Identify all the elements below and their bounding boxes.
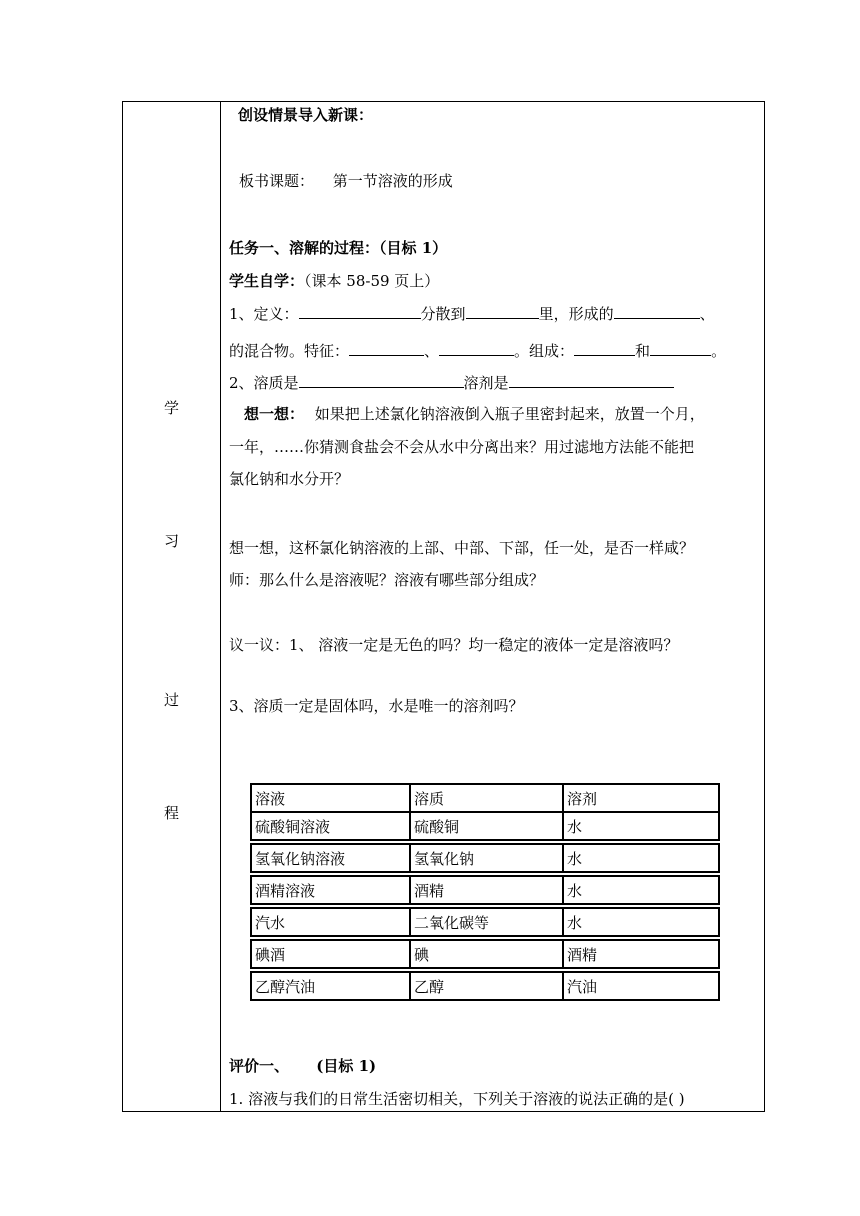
- def-end: 。: [711, 342, 727, 360]
- solute-solvent-line: [229, 373, 674, 393]
- think-line-2: 一年，……你猜测食盐会不会从水中分离出来？用过滤地方法能不能把: [229, 438, 695, 456]
- intro-heading: 创设情景导入新课：: [238, 106, 374, 124]
- solvent-label: 溶剂是: [463, 374, 509, 392]
- blank-feature-2[interactable]: [439, 341, 514, 356]
- blank-feature-1[interactable]: [349, 341, 424, 356]
- cell-solution: 乙醇汽油: [251, 972, 410, 1000]
- blank-solvent[interactable]: [509, 373, 674, 388]
- eval-target: (目标 1): [316, 1057, 377, 1075]
- def-formed: 里，形成的: [538, 305, 614, 323]
- think-line-3: 氯化钠和水分开？: [229, 470, 350, 488]
- cell-solvent: 汽油: [563, 972, 719, 1000]
- side-label-char-3: 过: [164, 691, 180, 709]
- cell-solvent: 水: [563, 908, 719, 936]
- definition-line-2: [229, 341, 726, 361]
- board-title-line: [239, 171, 453, 191]
- side-label-char-1: 学: [164, 399, 180, 417]
- cell-solvent: 酒精: [563, 940, 719, 968]
- cell-solution: 氢氧化钠溶液: [251, 844, 410, 872]
- cell-solvent: 水: [563, 812, 719, 840]
- eval-heading-line: [229, 1056, 376, 1076]
- def-label: 1、定义：: [229, 305, 299, 323]
- blank-property-1[interactable]: [614, 304, 700, 319]
- cell-solute: 乙醇: [410, 972, 563, 1000]
- solution-table: [250, 783, 720, 1001]
- eval-heading: 评价一、: [229, 1057, 290, 1075]
- discuss-line-3: 3、溶质一定是固体吗，水是唯一的溶剂吗？: [229, 697, 524, 715]
- cell-solvent: 水: [563, 876, 719, 904]
- definition-line-1: [229, 304, 715, 324]
- cell-solute: 酒精: [410, 876, 563, 904]
- table-row: [251, 876, 719, 904]
- self-study-line: [229, 271, 439, 291]
- table-header-row: [251, 784, 719, 812]
- table-row: [251, 844, 719, 872]
- think-text-1: 如果把上述氯化钠溶液倒入瓶子里密封起来，放置一个月，: [314, 405, 705, 423]
- self-study-label: 学生自学：: [229, 272, 305, 290]
- cell-solution: 酒精溶液: [251, 876, 410, 904]
- header-solute: 溶质: [410, 784, 563, 812]
- cell-solution: 硫酸铜溶液: [251, 812, 410, 840]
- cell-solute: 氢氧化钠: [410, 844, 563, 872]
- column-divider: [220, 101, 221, 1112]
- discuss-line-1: 议一议：1、 溶液一定是无色的吗？均一稳定的液体一定是溶液吗？: [229, 636, 679, 654]
- blank-medium[interactable]: [466, 304, 539, 319]
- side-label-char-2: 习: [164, 532, 180, 550]
- board-label: 板书课题：: [239, 172, 315, 190]
- def-feature-sep: 、: [424, 342, 440, 360]
- table-row: [251, 972, 719, 1000]
- cell-solution: 碘酒: [251, 940, 410, 968]
- def-dispersed-into: 分散到: [420, 305, 466, 323]
- header-solution: 溶液: [251, 784, 410, 812]
- def-mixture: 的混合物。特征：: [229, 342, 350, 360]
- solute-label: 2、溶质是: [229, 374, 299, 392]
- side-label-char-4: 程: [164, 804, 180, 822]
- cell-solvent: 水: [563, 844, 719, 872]
- cell-solute: 二氧化碳等: [410, 908, 563, 936]
- board-title: 第一节溶液的形成: [332, 172, 453, 190]
- blank-component-1[interactable]: [574, 341, 635, 356]
- def-comma: 、: [699, 305, 715, 323]
- header-solvent: 溶剂: [563, 784, 719, 812]
- teacher-question: 师：那么什么是溶液呢？溶液有哪些部分组成？: [229, 571, 545, 589]
- task1-heading: 任务一、溶解的过程：（目标 1）: [229, 239, 448, 257]
- blank-component-2[interactable]: [650, 341, 711, 356]
- eval-question-1: 1. 溶液与我们的日常生活密切相关，下列关于溶液的说法正确的是( ): [229, 1090, 685, 1108]
- think-line-1: [244, 404, 705, 424]
- cell-solute: 硫酸铜: [410, 812, 563, 840]
- cell-solute: 碘: [410, 940, 563, 968]
- table-row: [251, 812, 719, 840]
- cell-solution: 汽水: [251, 908, 410, 936]
- self-study-ref: （课本 58-59 页上）: [304, 272, 440, 290]
- def-composition: 。组成：: [514, 342, 575, 360]
- table-row: [251, 940, 719, 968]
- think-label: 想一想：: [244, 405, 305, 423]
- def-and: 和: [635, 342, 651, 360]
- blank-dispersed[interactable]: [299, 304, 421, 319]
- think-line-4: 想一想，这杯氯化钠溶液的上部、中部、下部，任一处，是否一样咸？: [229, 539, 695, 557]
- table-row: [251, 908, 719, 936]
- blank-solute[interactable]: [299, 373, 464, 388]
